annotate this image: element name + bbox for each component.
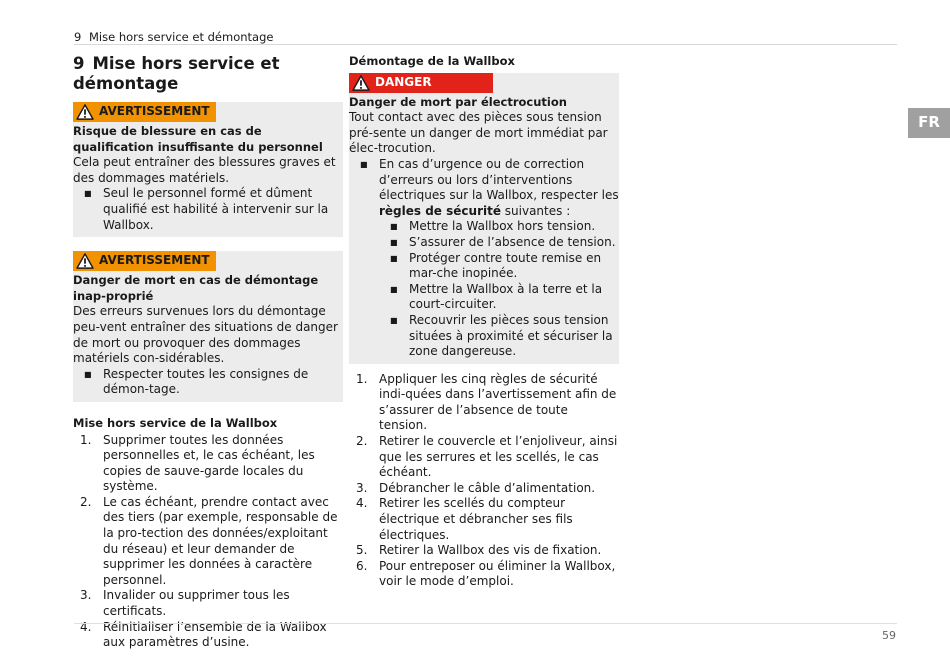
safety-rules-emphasis: règles de sécurité: [379, 203, 501, 218]
dismantle-steps: [349, 372, 619, 590]
danger-label: [349, 73, 493, 93]
warning-text: Des erreurs survenues lors du démontage peu-vent entraîner des situations de danger de mort ou provoquer des dommages matériels con-sidérables.: [73, 304, 338, 366]
warning-label: [73, 251, 216, 271]
danger-text: Tout contact avec des pièces sous tension pré-sente un danger de mort immédiat par élec-trocution.: [349, 110, 608, 156]
step-item: 3. Invalider ou supprimer tous les certificats.: [80, 588, 290, 619]
warning-triangle-icon: [75, 253, 95, 269]
decommission-section-title: Mise hors service de la Wallbox: [73, 415, 278, 430]
step-item: 6. Pour entreposer ou éliminer la Wallbox, voir le mode d’emploi.: [356, 558, 616, 589]
warning-label-text: AVERTISSEMENT: [99, 253, 210, 268]
step-item: 2. Retirer le couvercle et l’enjoliveur, ainsi que les serrures et les scellés, le cas échéant.: [356, 434, 618, 480]
warning-bullet: ■ Seul le personnel formé et dûment qualifié est habilité à intervenir sur la Wallbox.: [73, 186, 343, 233]
chapter-number: 9: [73, 54, 85, 73]
step-item: 2. Le cas échéant, prendre contact avec des tiers (par exemple, responsable de la pro-tection des données/exploitant du réseau) et leur demander de supprimer les données à caractère personnel.: [80, 494, 338, 587]
step-item: 4. Réinitialiser l’ensemble de la Wallbox aux paramètres d’usine.: [80, 619, 327, 650]
warning-box-dismantling: [73, 251, 343, 402]
decommission-steps: [73, 433, 343, 651]
step-item: 4. Retirer les scellés du compteur électrique et débrancher ses fils électriques.: [356, 496, 573, 542]
safety-rule: ■ Recouvrir les pièces sous tension situées à proximité et sécuriser la zone dangereuse.: [379, 313, 619, 360]
header-chapter-title: Mise hors service et démontage: [88, 30, 274, 44]
danger-box: [349, 73, 619, 364]
warning-bullets: [73, 186, 343, 233]
dismantle-section-title: Démontage de la Wallbox: [349, 54, 515, 68]
warning-bullets: [73, 367, 343, 398]
left-column: [73, 54, 343, 651]
safety-rule: ■ Protéger contre toute remise en mar-che inopinée.: [379, 251, 619, 282]
warning-box-qualification: [73, 102, 343, 237]
running-header: [74, 30, 897, 45]
chapter-title-line1: Mise hors service et: [92, 54, 280, 73]
danger-bullet: ■ En cas d’urgence ou de correction d’erreurs ou lors d’interventions électriques sur la Wallbox, respecter les règles de sécurité suivantes : ■ Mettre la Wallbox hors tension. ■ S’assurer de l’absence de tension. ■ Protéger contre toute remise en mar-che inopinée. ■ Mettre la Wallbox à la terre et la court-circuiter. ■ Recouvrir les pièces sous tension situées à proximité et sécuriser la zone dangereuse.: [349, 157, 619, 360]
language-tab: FR: [908, 108, 950, 138]
danger-label-text: DANGER: [375, 74, 432, 89]
step-item: 1. Appliquer les cinq règles de sécurité indi-quées dans l’avertissement afin de s’assurer de l’absence de toute tension.: [356, 371, 617, 433]
safety-rule: ■ S’assurer de l’absence de tension.: [379, 235, 619, 251]
page-number: 59: [882, 629, 896, 642]
warning-triangle-icon: [351, 75, 371, 91]
chapter-title: [73, 54, 343, 94]
right-column: [349, 54, 619, 590]
warning-label: [73, 102, 216, 122]
step-item: 5. Retirer la Wallbox des vis de fixation.: [356, 543, 602, 558]
warning-triangle-icon: [75, 104, 95, 120]
warning-bullet: ■ Respecter toutes les consignes de démon-tage.: [73, 367, 343, 398]
safety-rules-list: [379, 219, 619, 359]
warning-title: Risque de blessure en cas de qualification insuffisante du personnel: [73, 124, 323, 154]
step-item: 1. Supprimer toutes les données personnelles et, le cas échéant, les copies de sauve-garde locales du système.: [80, 432, 315, 494]
footer-divider: [74, 623, 897, 624]
safety-rule: ■ Mettre la Wallbox à la terre et la court-circuiter.: [379, 282, 619, 313]
danger-title: Danger de mort par électrocution: [349, 94, 567, 109]
chapter-title-line2: démontage: [73, 74, 179, 93]
warning-title: Danger de mort en cas de démontage inap-proprié: [73, 273, 319, 303]
header-chapter-number: 9: [74, 30, 82, 44]
safety-rule: ■ Mettre la Wallbox hors tension.: [379, 219, 619, 235]
warning-label-text: AVERTISSEMENT: [99, 104, 210, 119]
warning-text: Cela peut entraîner des blessures graves et des dommages matériels.: [73, 155, 336, 185]
step-item: 3. Débrancher le câble d’alimentation.: [356, 480, 596, 495]
danger-bullets: [349, 157, 619, 360]
